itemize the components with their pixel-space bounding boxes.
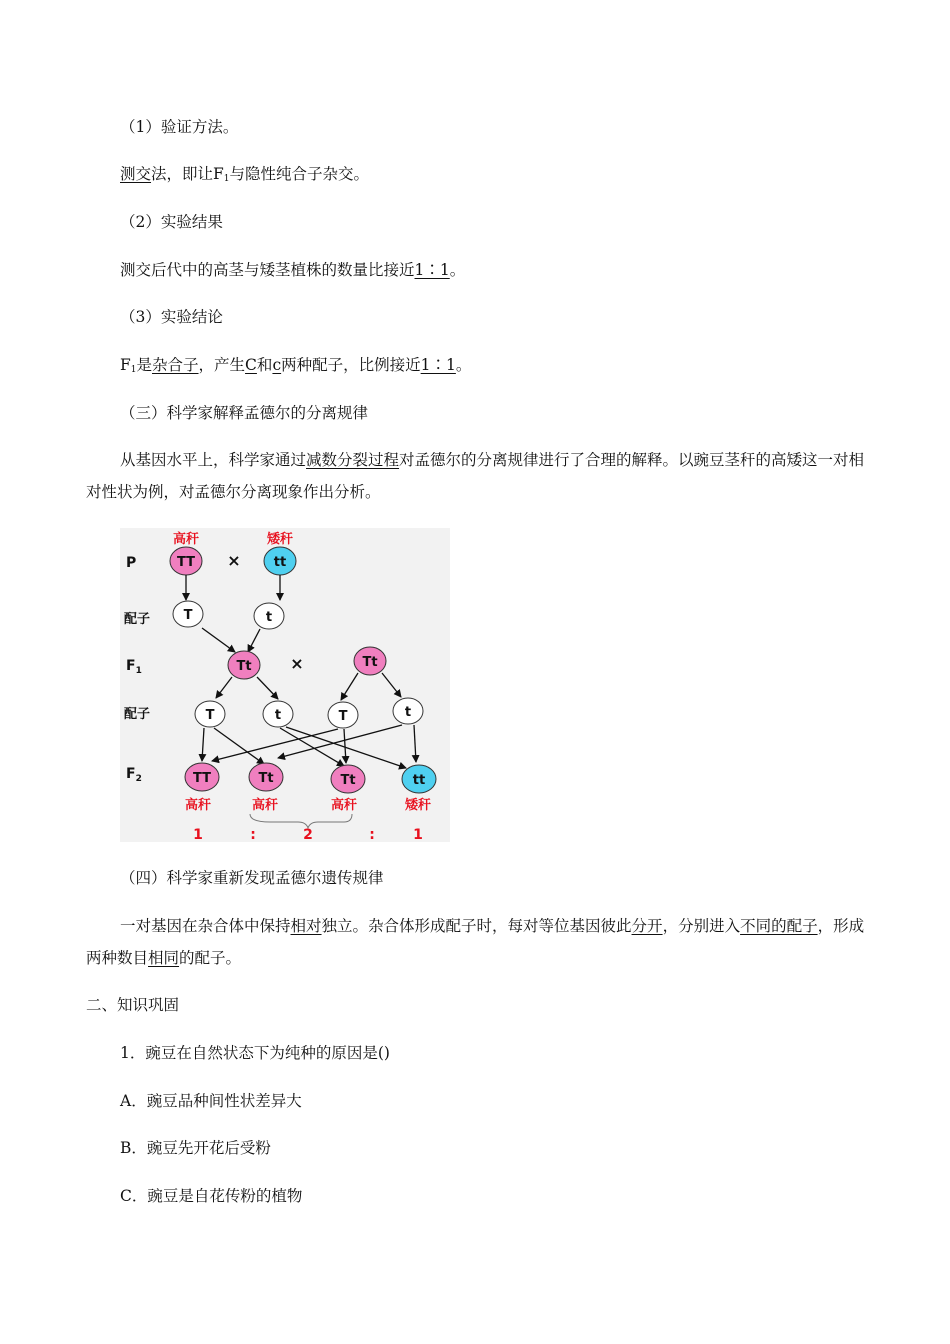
arrow	[216, 677, 232, 698]
segregation-diagram	[120, 528, 450, 842]
row-label-p: P	[126, 555, 137, 571]
conclusion-is: 是	[136, 356, 153, 374]
part2-heading: 二、知识巩固	[86, 996, 180, 1014]
row-label-gamete1: 配子	[124, 612, 151, 627]
section3-paragraph	[86, 444, 868, 508]
arrow	[344, 729, 346, 763]
conclusion-c: c	[272, 356, 282, 374]
option-c: C．豌豆是自花传粉的植物	[120, 1187, 303, 1205]
p-right-label: 矮秆	[266, 532, 294, 547]
arrow	[280, 728, 344, 766]
results-line	[120, 260, 465, 280]
brace	[250, 814, 352, 828]
ratio-2: 2	[303, 827, 313, 842]
gamete-f1-T2: T	[338, 709, 348, 724]
section4-paragraph	[86, 910, 868, 974]
section4-text-e: 的配子。	[179, 949, 242, 967]
arrow	[382, 673, 401, 697]
gamete-p-T: T	[183, 608, 193, 623]
arrow	[202, 628, 235, 652]
section4-text-d: ，形成两种数目	[86, 917, 865, 967]
ratio-colon-1: :	[250, 827, 256, 842]
conclusion-end: 。	[455, 356, 472, 374]
p-left-label: 高秆	[172, 532, 200, 547]
f2-1-label: 高秆	[184, 798, 212, 813]
section4-separate: 分开	[631, 917, 663, 935]
conclusion-sub: 1	[130, 365, 137, 375]
f1-right-genotype: Tt	[362, 655, 378, 670]
conclusion-C: C	[245, 356, 257, 374]
f2-4-label: 矮秆	[404, 798, 432, 813]
option-b: B．豌豆先开花后受粉	[120, 1139, 271, 1157]
f2-1-genotype: TT	[192, 771, 212, 786]
arrow	[248, 629, 260, 652]
results-end: 。	[449, 261, 466, 279]
conclusion-types: 两种配子，比例接近	[281, 356, 421, 374]
testcross-text-a: 法，即让F	[151, 165, 224, 183]
p-right-genotype: tt	[273, 555, 287, 570]
gamete-f1-t2: t	[404, 705, 412, 720]
arrow	[212, 729, 338, 761]
f2-2-genotype: Tt	[258, 771, 274, 786]
f2-3-genotype: Tt	[340, 773, 356, 788]
f2-4-genotype: tt	[412, 773, 426, 788]
row-label-gamete2: 配子	[124, 707, 151, 722]
conclusion-line	[120, 355, 471, 380]
f1-left-genotype: Tt	[236, 659, 252, 674]
section4-relative: 相对	[290, 917, 322, 935]
ratio-3: 1	[413, 827, 423, 842]
f2-3-label: 高秆	[330, 798, 358, 813]
section4-text-c: ，分别进入	[662, 917, 741, 935]
testcross-line	[120, 164, 369, 189]
gamete-p-t: t	[265, 610, 273, 625]
arrow	[414, 725, 416, 762]
section3-text-a: 从基因水平上，科学家通过	[120, 451, 307, 469]
section3-meiosis: 减数分裂过程	[306, 451, 400, 469]
verify-method-heading: （1）验证方法。	[120, 118, 239, 136]
testcross-text-b: 与隐性纯合子杂交。	[229, 165, 370, 183]
row-label-f1: $F_1$	[126, 658, 142, 676]
arrow	[341, 673, 358, 700]
conclusion-f: F	[120, 356, 131, 374]
question-1: 1．豌豆在自然状态下为纯种的原因是()	[120, 1044, 390, 1062]
ratio-colon-2: :	[369, 827, 375, 842]
testcross-sub: 1	[223, 174, 230, 184]
f2-2-label: 高秆	[251, 798, 279, 813]
conclusion-heading: （3）实验结论	[120, 308, 223, 326]
conclusion-ratio: 1∶1	[420, 356, 456, 374]
conclusion-and: 和	[256, 356, 273, 374]
row-label-f2: $F_2$	[126, 766, 142, 784]
ratio-1: 1	[193, 827, 203, 842]
testcross-term: 测交	[120, 165, 152, 183]
arrow	[202, 728, 204, 761]
section4-same: 相同	[148, 949, 180, 967]
results-heading: （2）实验结果	[120, 213, 223, 231]
section3-heading: （三）科学家解释孟德尔的分离规律	[120, 404, 369, 422]
option-a: A．豌豆品种间性状差异大	[120, 1092, 302, 1110]
gamete-f1-T1: T	[205, 708, 215, 723]
p-cross-symbol: ×	[227, 551, 241, 570]
section4-heading: （四）科学家重新发现孟德尔遗传规律	[120, 869, 384, 887]
p-left-genotype: TT	[176, 555, 196, 570]
section4-different: 不同的配子	[740, 917, 818, 935]
section3-text-b: 对孟德尔的分离规律进行了合理的解释。以豌豆茎秆的高矮这一对相对性状为例，对孟德尔分离现象作出分析。	[86, 451, 865, 501]
section4-text-b: 独立。杂合体形成配子时，每对等位基因彼此	[321, 917, 632, 935]
arrow	[257, 677, 278, 699]
f1-cross-symbol: ×	[290, 654, 304, 673]
section4-text-a: 一对基因在杂合体中保持	[120, 917, 291, 935]
results-text: 测交后代中的高茎与矮茎植株的数量比接近	[120, 261, 415, 279]
gamete-f1-t1: t	[274, 708, 282, 723]
conclusion-produce: ，产生	[198, 356, 246, 374]
results-ratio: 1∶1	[414, 261, 450, 279]
conclusion-hetero: 杂合子	[152, 356, 199, 374]
